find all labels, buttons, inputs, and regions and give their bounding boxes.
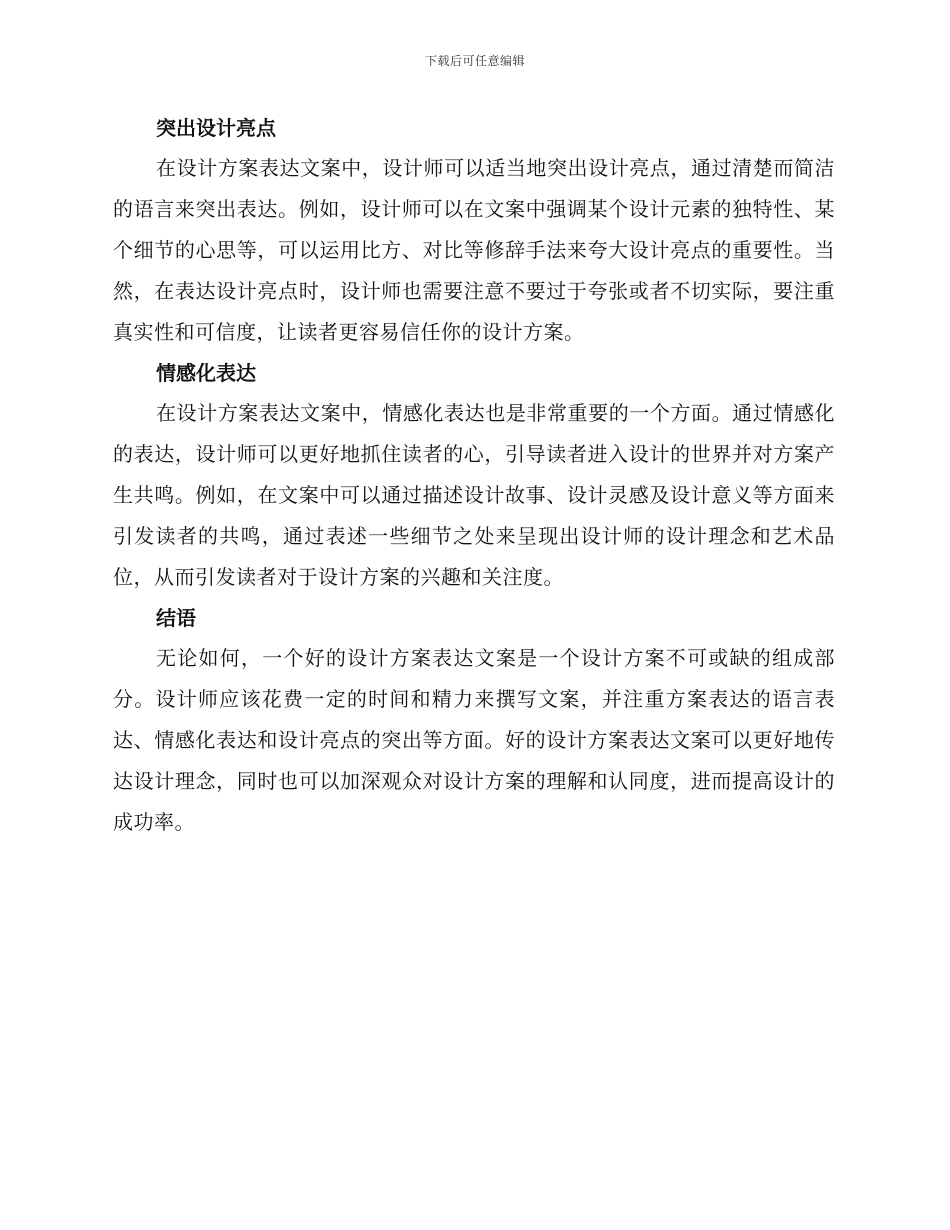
section-heading: 突出设计亮点 (156, 116, 276, 140)
section-conclusion (113, 598, 835, 843)
section-heading: 情感化表达 (156, 361, 256, 385)
section-heading: 结语 (156, 606, 196, 630)
page-header-note: 下载后可任意编辑 (424, 54, 525, 68)
section-paragraph: 在设计方案表达文案中，情感化表达也是非常重要的一个方面。通过情感化的表达，设计师可以更好地抓住读者的心，引导读者进入设计的世界并对方案产生共鸣。例如，在文案中可以通过描述设计故事、设计灵感及设计意义等方面来引发读者的共鸣，通过表述一些细节之处来呈现出设计师的设计理念和艺术品位，从而引发读者对于设计方案的兴趣和关注度。 (113, 401, 835, 589)
section-paragraph: 在设计方案表达文案中，设计师可以适当地突出设计亮点，通过清楚而简洁的语言来突出表达。例如，设计师可以在文案中强调某个设计元素的独特性、某个细节的心思等，可以运用比方、对比等修辞手法来夸大设计亮点的重要性。当然，在表达设计亮点时，设计师也需要注意不要过于夸张或者不切实际，要注重真实性和可信度，让读者更容易信任你的设计方案。 (113, 156, 835, 344)
section-emotional-expression (113, 353, 835, 598)
section-paragraph: 无论如何，一个好的设计方案表达文案是一个设计方案不可或缺的组成部分。设计师应该花费一定的时间和精力来撰写文案，并注重方案表达的语言表达、情感化表达和设计亮点的突出等方面。好的设计方案表达文案可以更好地传达设计理念，同时也可以加深观众对设计方案的理解和认同度，进而提高设计的成功率。 (113, 646, 835, 834)
document-body (113, 108, 835, 843)
section-design-highlights (113, 108, 835, 353)
